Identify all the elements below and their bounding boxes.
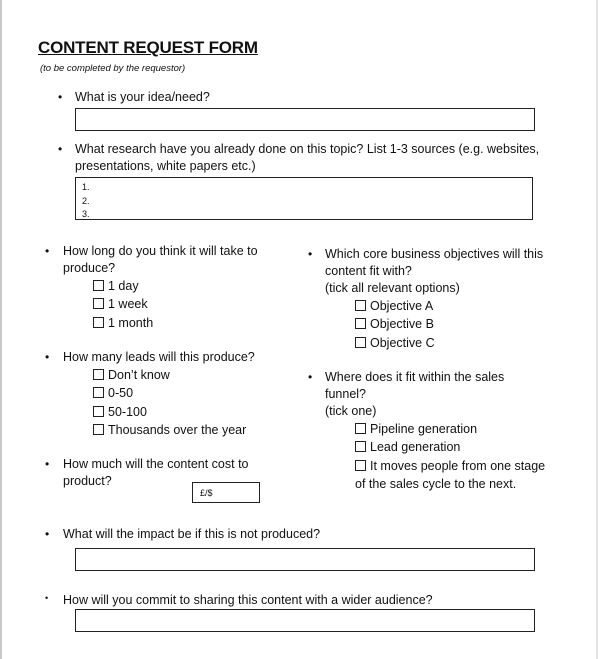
source-line-3: 3. bbox=[82, 209, 90, 219]
option-moves-people[interactable]: It moves people from one stage bbox=[355, 457, 545, 475]
duration-options bbox=[93, 277, 153, 332]
checkbox[interactable] bbox=[93, 424, 104, 435]
option-50-100[interactable]: 50-100 bbox=[93, 403, 246, 421]
checkbox[interactable] bbox=[93, 280, 104, 291]
impact-input[interactable] bbox=[75, 548, 535, 571]
checkbox[interactable] bbox=[93, 317, 104, 328]
question-objectives: Which core business objectives will this content fit with? bbox=[325, 247, 544, 278]
checkbox[interactable] bbox=[355, 337, 366, 348]
question-research: What research have you already done on this topic? List 1-3 sources (e.g. websites, presentations, white papers etc.) bbox=[75, 142, 540, 173]
bullet: • bbox=[45, 527, 50, 541]
option-dont-know[interactable]: Don’t know bbox=[93, 366, 246, 384]
option-0-50[interactable]: 0-50 bbox=[93, 384, 246, 402]
option-1-day[interactable]: 1 day bbox=[93, 277, 153, 295]
question-duration: How long do you think it will take to produce? bbox=[63, 244, 258, 275]
sharing-input[interactable] bbox=[75, 609, 535, 632]
question-sharing: How will you commit to sharing this content with a wider audience? bbox=[63, 593, 433, 607]
checkbox[interactable] bbox=[355, 423, 366, 434]
funnel-hint: (tick one) bbox=[325, 404, 377, 418]
source-line-1: 1. bbox=[82, 182, 90, 192]
objectives-options bbox=[355, 297, 435, 352]
bullet: • bbox=[45, 593, 49, 603]
option-objective-a[interactable]: Objective A bbox=[355, 297, 435, 315]
bullet: • bbox=[45, 244, 50, 258]
research-sources-input[interactable] bbox=[75, 177, 533, 220]
checkbox[interactable] bbox=[93, 298, 104, 309]
question-idea: What is your idea/need? bbox=[75, 90, 210, 104]
question-leads: How many leads will this produce? bbox=[63, 350, 255, 364]
bullet: • bbox=[58, 142, 63, 156]
checkbox[interactable] bbox=[93, 369, 104, 380]
bullet: • bbox=[45, 457, 50, 471]
objectives-hint: (tick all relevant options) bbox=[325, 281, 460, 295]
option-1-month[interactable]: 1 month bbox=[93, 314, 153, 332]
form-subtitle: (to be completed by the requestor) bbox=[40, 63, 186, 74]
funnel-options bbox=[355, 420, 545, 493]
question-impact: What will the impact be if this is not produced? bbox=[63, 527, 321, 541]
leads-options bbox=[93, 366, 246, 439]
question-funnel: Where does it fit within the sales funnel? bbox=[325, 370, 505, 401]
option-thousands[interactable]: Thousands over the year bbox=[93, 421, 246, 439]
checkbox[interactable] bbox=[355, 460, 366, 471]
source-line-2: 2. bbox=[82, 195, 90, 206]
bullet: • bbox=[45, 350, 50, 364]
bullet: • bbox=[308, 247, 313, 261]
checkbox[interactable] bbox=[355, 300, 366, 311]
checkbox[interactable] bbox=[93, 387, 104, 398]
option-continuation: of the sales cycle to the next. bbox=[355, 476, 517, 491]
option-pipeline-generation[interactable]: Pipeline generation bbox=[355, 420, 545, 438]
option-lead-generation[interactable]: Lead generation bbox=[355, 438, 545, 456]
idea-input[interactable] bbox=[75, 108, 535, 131]
page-edge-left bbox=[0, 0, 2, 659]
bullet: • bbox=[58, 90, 63, 104]
checkbox[interactable] bbox=[355, 441, 366, 452]
bullet: • bbox=[308, 370, 313, 384]
question-cost: How much will the content cost to product? bbox=[63, 457, 249, 488]
checkbox[interactable] bbox=[355, 318, 366, 329]
checkbox[interactable] bbox=[93, 406, 104, 417]
option-1-week[interactable]: 1 week bbox=[93, 295, 153, 313]
option-objective-b[interactable]: Objective B bbox=[355, 315, 435, 333]
option-objective-c[interactable]: Objective C bbox=[355, 334, 435, 352]
cost-input[interactable]: £/$ bbox=[192, 482, 260, 503]
form-title: CONTENT REQUEST FORM bbox=[38, 38, 258, 57]
